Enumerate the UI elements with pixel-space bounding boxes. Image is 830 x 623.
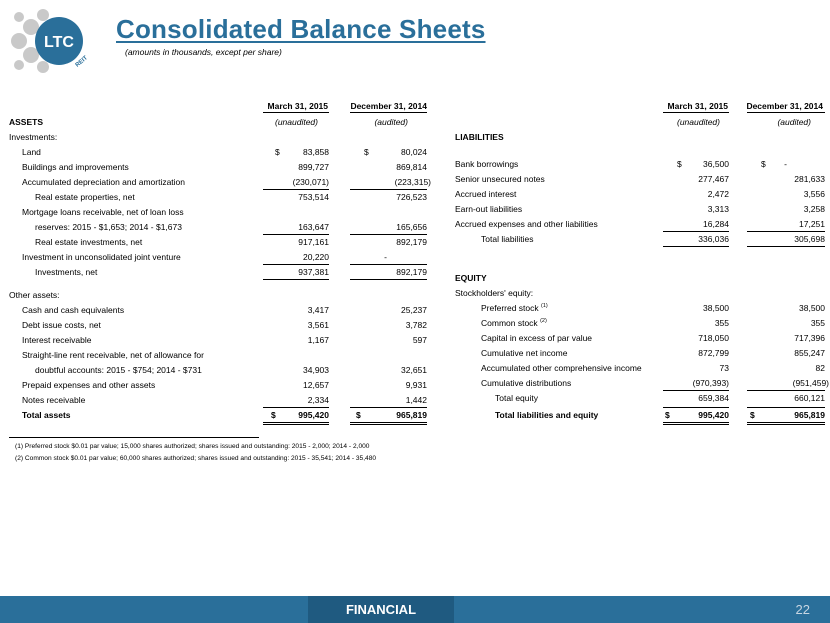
table-row <box>455 188 827 201</box>
table-row <box>9 221 429 234</box>
currency-symbol: $ <box>665 410 670 420</box>
row-label: Mortgage loans receivable, net of loan loss <box>22 207 184 217</box>
footnote-ref: (2) <box>540 318 547 325</box>
value-2015: 917,161 <box>298 237 329 247</box>
row-label: Total equity <box>495 393 538 403</box>
value-2014: 965,819 <box>794 410 825 420</box>
table-row <box>455 302 827 315</box>
value-2015: 38,500 <box>703 303 729 313</box>
logo-text: LTC <box>44 34 74 51</box>
row-label: Land <box>22 147 41 157</box>
investments-heading: Investments: <box>9 132 58 142</box>
row-label: Bank borrowings <box>455 159 519 169</box>
value-2014: 3,782 <box>405 320 427 330</box>
value-2015: 83,858 <box>303 147 329 157</box>
row-label: Debt issue costs, net <box>22 320 101 330</box>
value-2015: 2,334 <box>307 395 329 405</box>
table-row <box>9 236 429 249</box>
value-2015: 12,657 <box>303 380 329 390</box>
value-2015: 336,036 <box>698 234 729 244</box>
value-2014: 1,442 <box>405 395 427 405</box>
footnote-1: (1) Preferred stock $0.01 par value; 15,000 shares authorized; shares issued and outstanding: 2015 - 2,000; 2014 - 2,000 <box>15 443 370 450</box>
value-2014: 892,179 <box>396 267 427 277</box>
table-row <box>455 362 827 375</box>
value-2014: 855,247 <box>794 348 825 358</box>
table-row <box>9 251 429 264</box>
page-number: 22 <box>795 602 810 617</box>
table-row <box>9 364 429 377</box>
row-label: Accumulated other comprehensive income <box>481 363 642 373</box>
row-label: Common stock $^{(2)}$ <box>481 318 547 328</box>
table-row <box>455 317 827 330</box>
col-header-mar-2015: March 31, 2015 <box>667 101 728 111</box>
col-audit-audited: (audited) <box>374 117 408 127</box>
currency-symbol: $ <box>750 410 755 420</box>
row-label: Accrued expenses and other liabilities <box>455 219 598 229</box>
footnote-2: (2) Common stock $0.01 par value; 60,000 shares authorized; shares issued and outstanding: 2015 - 35,541; 2014 - 35,480 <box>15 455 377 462</box>
stockholders-equity-heading: Stockholders' equity: <box>455 288 534 298</box>
value-2014: 869,814 <box>396 162 427 172</box>
value-2015: 2,472 <box>707 189 729 199</box>
page-title: Consolidated Balance Sheets <box>116 14 486 44</box>
value-2015: 277,467 <box>698 174 729 184</box>
equity-heading: EQUITY <box>455 273 487 283</box>
row-label: Buildings and improvements <box>22 162 129 172</box>
value-2014: 965,819 <box>396 410 427 420</box>
table-row <box>9 206 429 219</box>
value-2014: 9,931 <box>405 380 427 390</box>
row-label: Total liabilities <box>481 234 534 244</box>
col-header-dec-2014: December 31, 2014 <box>350 101 427 111</box>
row-label: Real estate properties, net <box>35 192 135 202</box>
table-row <box>9 191 429 204</box>
row-label: Cumulative distributions <box>481 378 572 388</box>
table-row <box>455 218 827 231</box>
col-header-mar-2015: March 31, 2015 <box>267 101 328 111</box>
row-label: Earn-out liabilities <box>455 204 523 214</box>
col-audit-unaudited: (unaudited) <box>274 117 318 127</box>
table-row <box>455 377 827 390</box>
row-label: Total assets <box>22 410 71 420</box>
liabilities-equity-table <box>455 100 827 420</box>
value-2015: 3,561 <box>307 320 329 330</box>
value-2014: 355 <box>810 318 825 328</box>
value-2015: 16,284 <box>703 219 729 229</box>
currency-symbol: $ <box>761 159 766 169</box>
table-row <box>9 319 429 332</box>
table-row <box>9 161 429 174</box>
table-row <box>9 349 429 362</box>
table-row-total <box>9 409 429 422</box>
value-2014: (951,459) <box>792 378 829 388</box>
value-2015: 718,050 <box>698 333 729 343</box>
table-row <box>9 266 429 279</box>
value-2014: (223,315) <box>394 177 431 187</box>
row-label: Notes receivable <box>22 395 86 405</box>
row-label: Accrued interest <box>455 189 517 199</box>
value-2014: 38,500 <box>799 303 825 313</box>
value-2014: 305,698 <box>794 234 825 244</box>
table-row <box>455 173 827 186</box>
assets-heading: ASSETS <box>9 117 44 127</box>
liabilities-heading: LIABILITIES <box>455 132 504 142</box>
value-2014: 80,024 <box>401 147 427 157</box>
value-2014: 165,656 <box>396 222 427 232</box>
value-2015: 659,384 <box>698 393 729 403</box>
value-2014: 3,556 <box>803 189 825 199</box>
table-row <box>9 334 429 347</box>
value-2014: 3,258 <box>803 204 825 214</box>
value-2014: 717,396 <box>794 333 825 343</box>
col-audit-unaudited: (unaudited) <box>676 117 720 127</box>
table-row <box>455 233 827 246</box>
page-subtitle: (amounts in thousands, except per share) <box>125 47 282 57</box>
value-2015: 20,220 <box>303 252 329 262</box>
row-label: Interest receivable <box>22 335 92 345</box>
table-row <box>9 394 429 407</box>
table-row <box>455 347 827 360</box>
value-2015: 995,420 <box>698 410 729 420</box>
row-label: Preferred stock $^{(1)}$ <box>481 303 548 313</box>
col-audit-audited: (audited) <box>777 117 811 127</box>
currency-symbol: $ <box>271 410 276 420</box>
other-assets-heading: Other assets: <box>9 290 60 300</box>
value-2015: 3,417 <box>307 305 329 315</box>
value-2015: (970,393) <box>692 378 729 388</box>
row-label: Prepaid expenses and other assets <box>22 380 156 390</box>
table-row <box>455 158 827 171</box>
table-row <box>455 392 827 405</box>
value-2015: 3,313 <box>707 204 729 214</box>
value-2015: 753,514 <box>298 192 329 202</box>
table-row <box>9 176 429 189</box>
value-2014: 82 <box>815 363 825 373</box>
row-label: Senior unsecured notes <box>455 174 545 184</box>
row-label: Investments, net <box>35 267 98 277</box>
footnote-ref: (1) <box>541 303 548 310</box>
table-row <box>455 332 827 345</box>
value-2014: - <box>384 252 387 262</box>
section-label: FINANCIAL <box>308 596 454 623</box>
col-header-dec-2014: December 31, 2014 <box>746 101 823 111</box>
value-2015: (230,071) <box>292 177 329 187</box>
value-2015: 36,500 <box>703 159 729 169</box>
table-row <box>9 379 429 392</box>
row-label: Straight-line rent receivable, net of allowance for <box>22 350 204 360</box>
value-2014: 660,121 <box>794 393 825 403</box>
table-row <box>9 304 429 317</box>
row-label: reserves: 2015 - $1,653; 2014 - $1,673 <box>35 222 182 232</box>
value-2015: 34,903 <box>303 365 329 375</box>
ltc-logo <box>7 5 95 77</box>
row-label: Total liabilities and equity <box>495 410 599 420</box>
value-2015: 899,727 <box>298 162 329 172</box>
value-2014: 892,179 <box>396 237 427 247</box>
value-2015: 872,799 <box>698 348 729 358</box>
table-row-total <box>455 409 827 422</box>
value-2015: 355 <box>714 318 729 328</box>
value-2014: - <box>784 159 787 169</box>
footnote-divider <box>9 437 259 438</box>
row-label: Investment in unconsolidated joint venture <box>22 252 181 262</box>
row-label: Cash and cash equivalents <box>22 305 125 315</box>
value-2015: 163,647 <box>298 222 329 232</box>
value-2014: 281,633 <box>794 174 825 184</box>
table-row <box>9 146 429 159</box>
value-2014: 17,251 <box>799 219 825 229</box>
value-2014: 25,237 <box>401 305 427 315</box>
row-label: Capital in excess of par value <box>481 333 593 343</box>
value-2015: 995,420 <box>298 410 329 420</box>
value-2014: 32,651 <box>401 365 427 375</box>
value-2015: 73 <box>719 363 729 373</box>
currency-symbol: $ <box>677 159 682 169</box>
value-2014: 597 <box>412 335 427 345</box>
value-2015: 1,167 <box>307 335 329 345</box>
currency-symbol: $ <box>356 410 361 420</box>
value-2015: 937,381 <box>298 267 329 277</box>
logo-sub-text: REIT <box>74 55 89 69</box>
row-label: Accumulated depreciation and amortization <box>22 177 186 187</box>
row-label: doubtful accounts: 2015 - $754; 2014 - $731 <box>35 365 202 375</box>
currency-symbol: $ <box>275 147 280 157</box>
assets-table <box>9 100 429 420</box>
table-row <box>455 203 827 216</box>
currency-symbol: $ <box>364 147 369 157</box>
row-label: Cumulative net income <box>481 348 568 358</box>
row-label: Real estate investments, net <box>35 237 143 247</box>
value-2014: 726,523 <box>396 192 427 202</box>
